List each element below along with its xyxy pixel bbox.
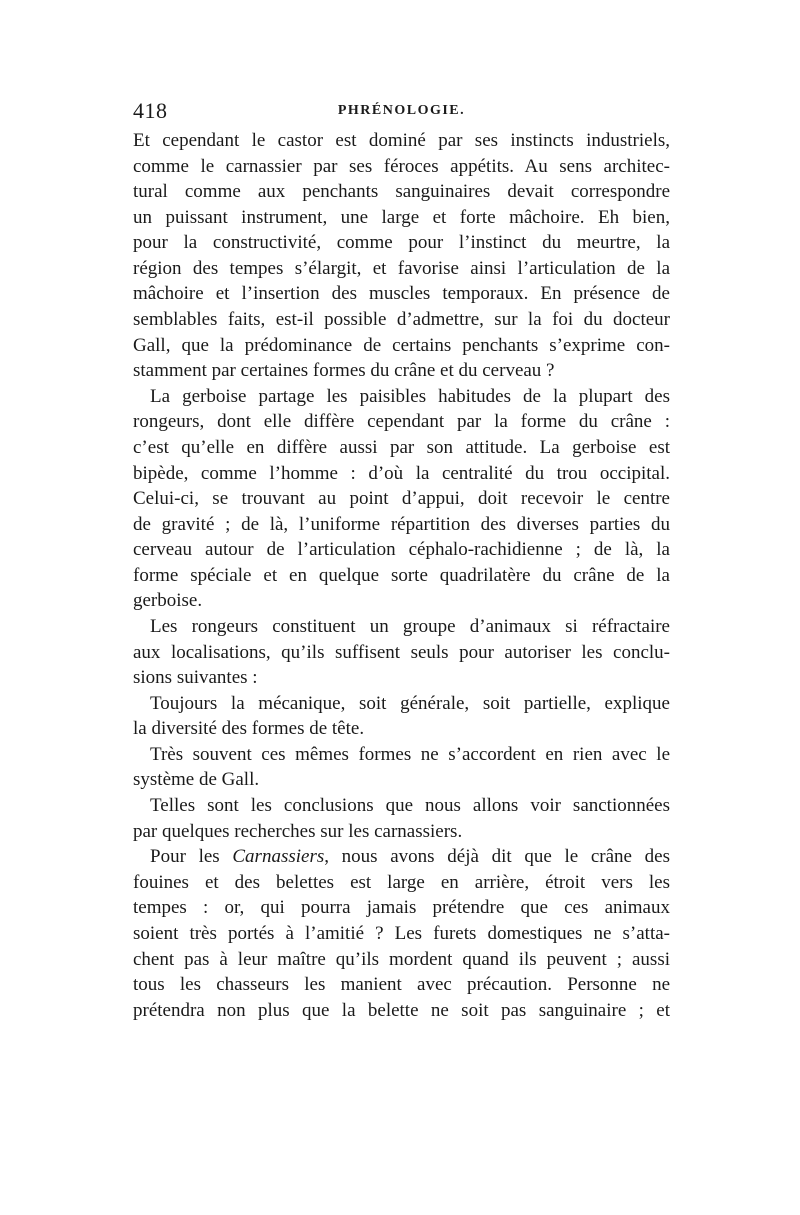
text-line: aux localisations, qu’ils suffisent seuls pour autoriser les conclu- <box>133 641 670 663</box>
text-line: cerveau autour de l’articulation céphalo-rachidienne ; de là, la <box>133 539 670 561</box>
text-line: Très souvent ces mêmes formes ne s’accordent en rien avec le <box>150 743 670 765</box>
paragraph-1 <box>133 128 670 384</box>
text-line: comme le carnassier par ses féroces appétits. Au sens architec- <box>133 155 670 177</box>
text-line: chent pas à leur maître qu’ils mordent quand ils peuvent ; aussi <box>133 948 670 970</box>
paragraph-7 <box>133 844 670 1023</box>
italic-term: Carnassiers <box>232 846 325 868</box>
text-line: Et cependant le castor est dominé par ses instincts industriels, <box>133 130 670 151</box>
text-line: la diversité des formes de tête. <box>133 718 365 740</box>
text-line: Toujours la mécanique, soit générale, soit partielle, explique <box>150 692 670 714</box>
text-line: un puissant instrument, une large et forte mâchoire. Eh bien, <box>133 206 670 228</box>
text-line: gerboise. <box>133 590 203 612</box>
text-line: sions suivantes : <box>133 667 258 689</box>
text-line: La gerboise partage les paisibles habitudes de la plupart des <box>150 385 670 407</box>
text-line: tural comme aux penchants sanguinaires devait correspondre <box>133 181 670 203</box>
text-line: stamment par certaines formes du crâne et du cerveau ? <box>133 360 555 382</box>
text-line: Les rongeurs constituent un groupe d’animaux si réfractaire <box>150 615 670 637</box>
text-line: c’est qu’elle en diffère aussi par son attitude. La gerboise est <box>133 436 670 458</box>
text-line: rongeurs, dont elle diffère cependant par la forme du crâne : <box>133 411 670 433</box>
text-line: pour la constructivité, comme pour l’instinct du meurtre, la <box>133 232 670 254</box>
text-line: Celui-ci, se trouvant au point d’appui, doit recevoir le centre <box>133 488 670 510</box>
text-line: Pour les Carnassiers, nous avons déjà dit que le crâne des <box>150 846 670 868</box>
text-line: bipède, comme l’homme : d’où la centralité du trou occipital. <box>133 462 670 484</box>
text-line: tempes : or, qui pourra jamais prétendre que ces animaux <box>133 897 670 919</box>
page-header-title: PHRÉNOLOGIE. <box>337 103 466 118</box>
running-head <box>133 96 670 126</box>
text-line: système de Gall. <box>133 769 260 791</box>
text-line: semblables faits, est-il possible d’admettre, sur la foi du docteur <box>133 309 670 331</box>
paragraph-3 <box>133 614 670 691</box>
text-line: Telles sont les conclusions que nous allons voir sanctionnées <box>150 795 670 817</box>
paragraph-4 <box>133 691 670 742</box>
paragraph-6 <box>133 793 670 844</box>
paragraph-5 <box>133 742 670 793</box>
text-line: par quelques recherches sur les carnassiers. <box>133 820 463 842</box>
text-line: soient très portés à l’amitié ? Les furets domestiques ne s’atta- <box>133 922 670 944</box>
text-line: prétendra non plus que la belette ne soit pas sanguinaire ; et <box>133 999 670 1021</box>
body-text <box>133 128 670 1023</box>
text-line: fouines et des belettes est large en arrière, étroit vers les <box>133 871 670 893</box>
text-line: mâchoire et l’insertion des muscles temporaux. En présence de <box>133 283 670 305</box>
text-line: région des tempes s’élargit, et favorise ainsi l’articulation de la <box>133 257 670 279</box>
text-line: Gall, que la prédominance de certains penchants s’exprime con- <box>133 334 670 356</box>
page-number: 418 <box>133 98 168 123</box>
text-line: forme spéciale et en quelque sorte quadrilatère du crâne de la <box>133 564 670 586</box>
paragraph-2 <box>133 384 670 614</box>
text-line: tous les chasseurs les manient avec précaution. Personne ne <box>133 974 670 996</box>
text-line: de gravité ; de là, l’uniforme répartition des diverses parties du <box>133 513 670 535</box>
